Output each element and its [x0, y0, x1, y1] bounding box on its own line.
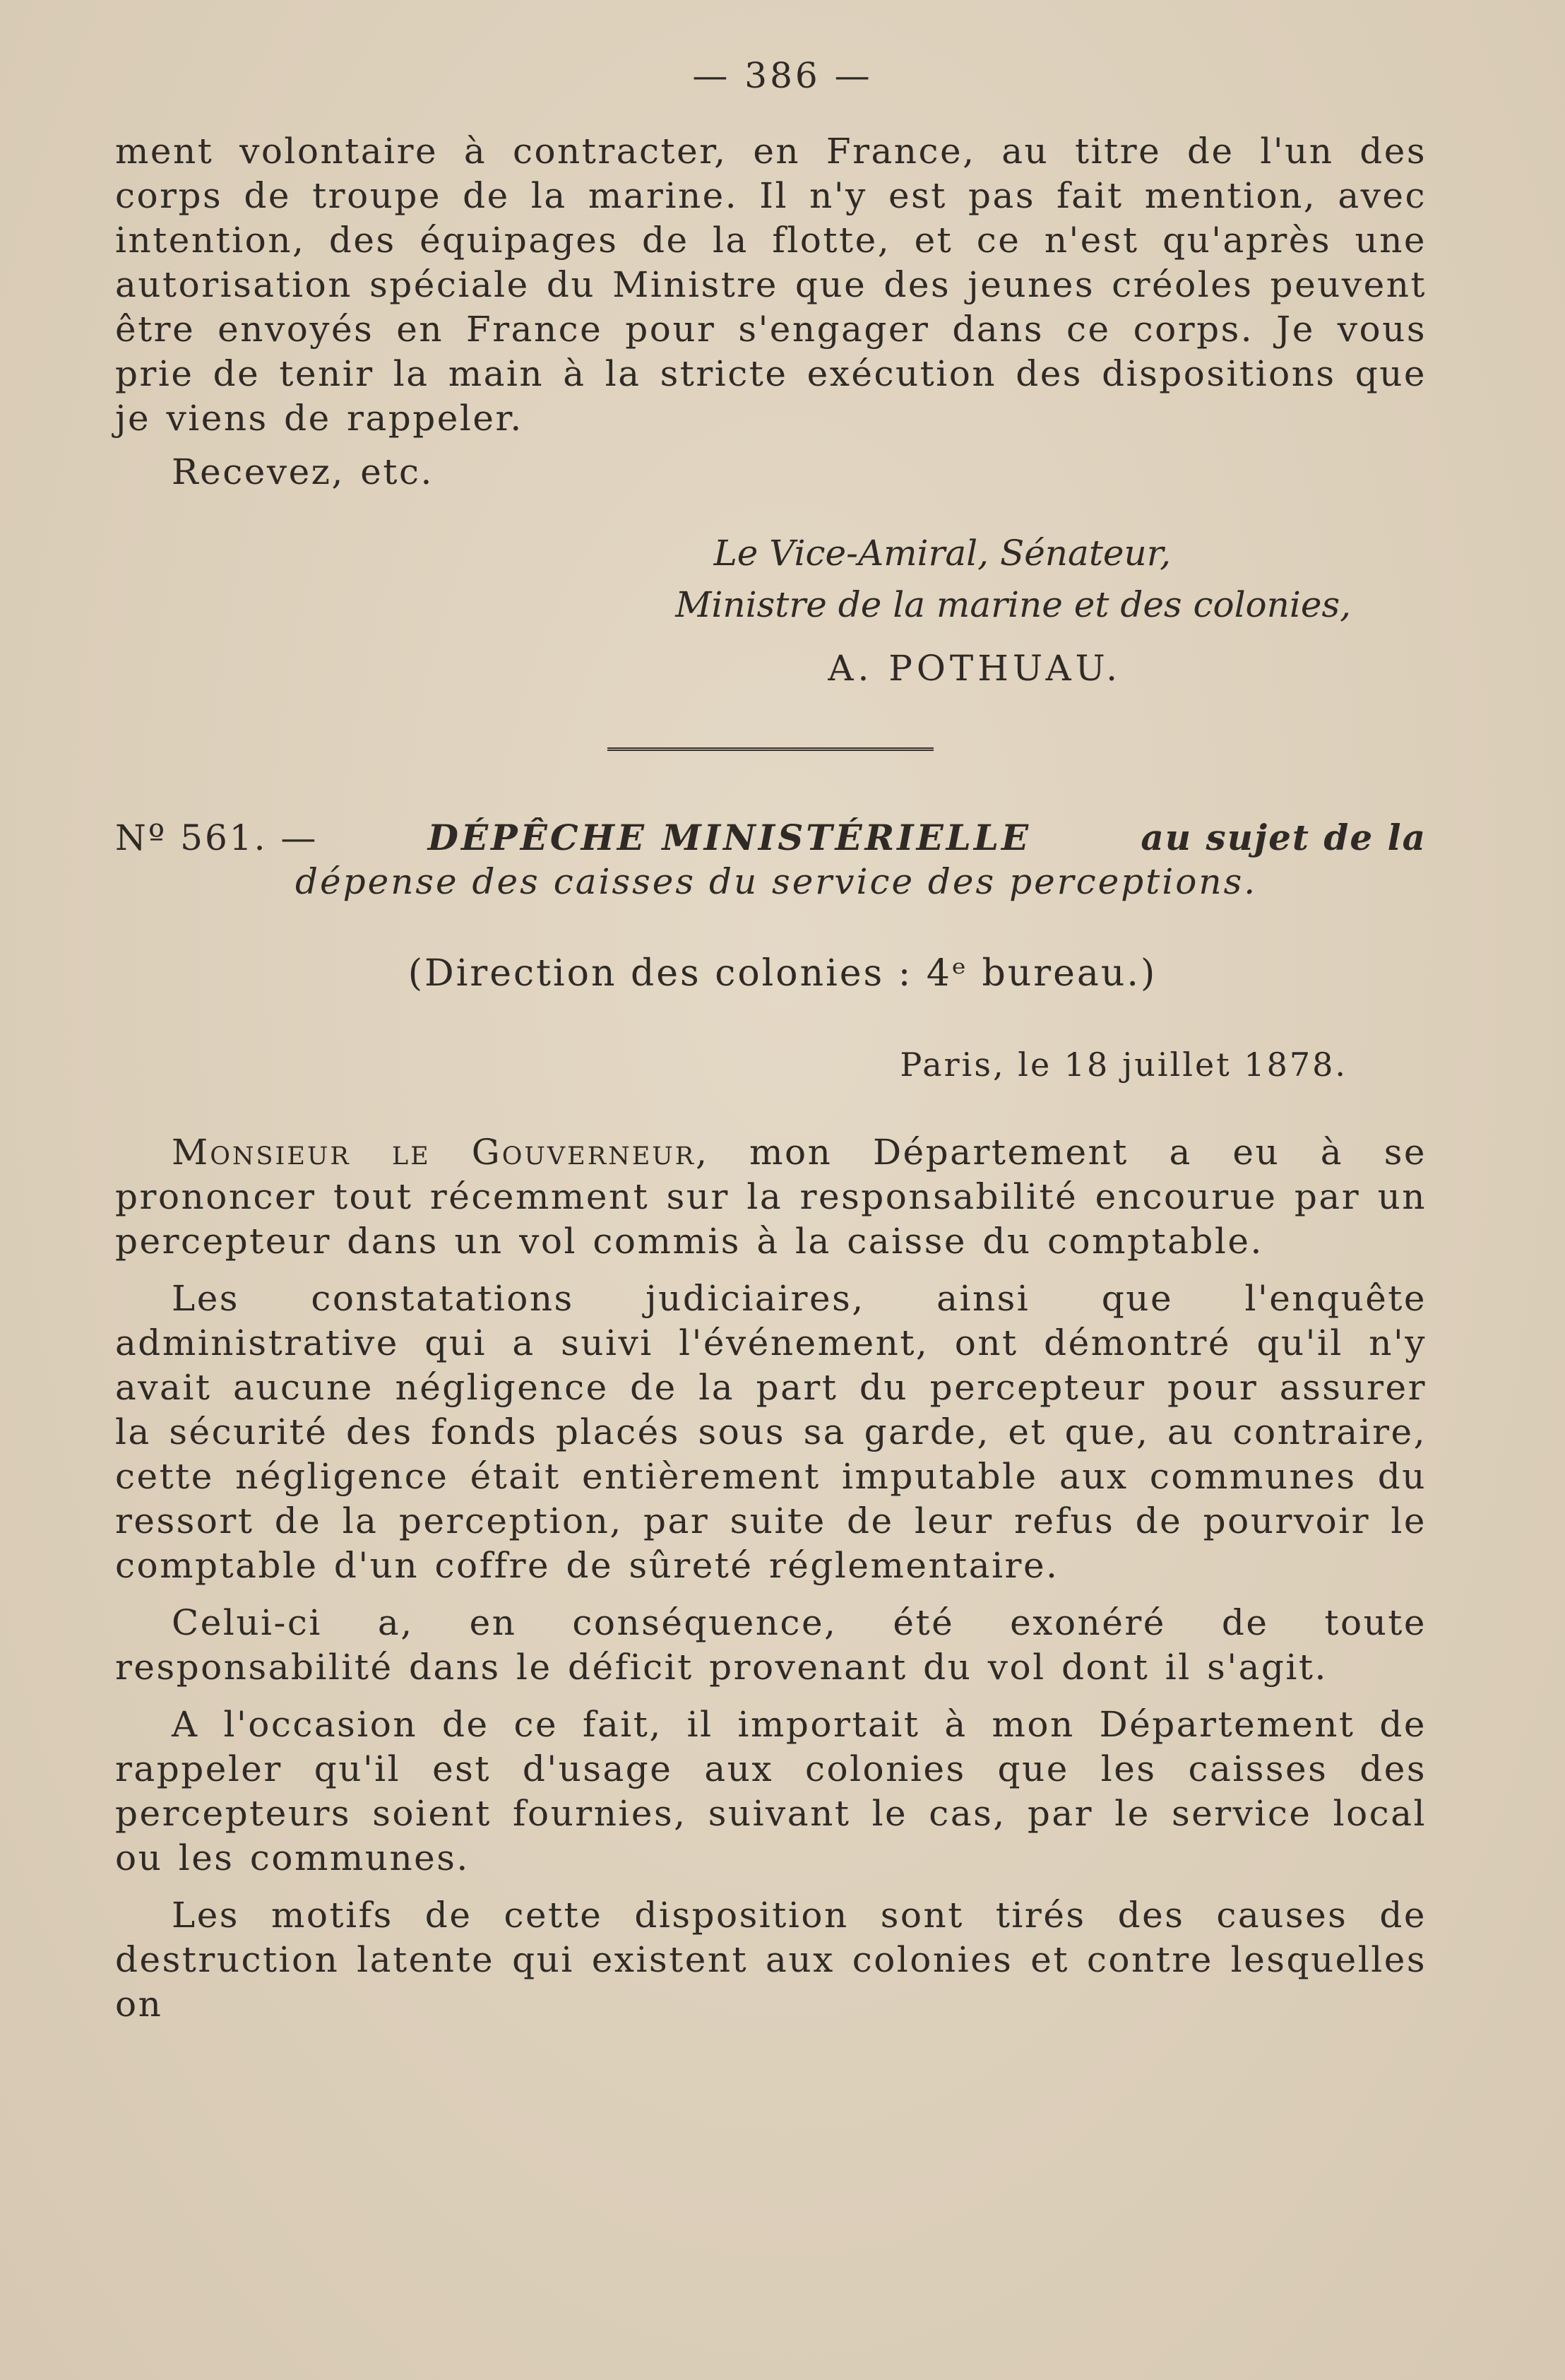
- body-paragraph-3: Celui-ci a, en conséquence, été exonéré de toute responsabilité dans le déficit provenant du vol dont il s'agit.: [115, 1602, 1427, 1688]
- direction-line: (Direction des colonies : 4ᵉ bureau.): [407, 952, 1158, 995]
- salutation: Monsieur le Gouverneur: [172, 1132, 696, 1173]
- section-divider: [607, 747, 934, 751]
- page-number: — 386 —: [692, 55, 873, 96]
- document-title: DÉPÊCHE MINISTÉRIELLE: [427, 817, 1032, 858]
- signature-title: Le Vice-Amiral, Sénateur,: [713, 533, 1171, 574]
- body-paragraph-1: [115, 1130, 1427, 1264]
- document-heading: [115, 816, 1427, 904]
- body-paragraph-1-text: , mon Département a eu à se prononcer tout récemment sur la responsabilité encourue par un percepteur dans un vol commis à la caisse du comptable.: [115, 1132, 1427, 1262]
- closing-formula: Recevez, etc.: [172, 451, 434, 492]
- signature-name: A. POTHUAU.: [828, 648, 1121, 689]
- letter-continuation: [115, 129, 1427, 495]
- document-subject: dépense des caisses du service des perceptions.: [295, 861, 1258, 902]
- body-paragraph-2: Les constatations judiciaires, ainsi que l'enquête administrative qui a suivi l'événement, ont démontré qu'il n'y avait aucune négligence de la part du percepteur pour assurer la sécurité des fonds placés sous sa garde, et que, au contraire, cette négligence était entièrement imputable aux communes du ressort de la perception, par suite de leur refus de pourvoir le comptable d'un coffre de sûreté réglementaire.: [115, 1278, 1427, 1586]
- body-paragraph-5: Les motifs de cette disposition sont tirés des causes de destruction latente qui existent aux colonies et contre lesquelles on: [115, 1895, 1427, 2025]
- top-paragraph: ment volontaire à contracter, en France, au titre de l'un des corps de troupe de la marine. Il n'y est pas fait mention, avec intention, des équipages de la flotte, et ce n'est qu'après une autorisation spéciale du Ministre que des jeunes créoles peuvent être envoyés en France pour s'engager dans ce corps. Je vous prie de tenir la main à la stricte exécution des dispositions que je viens de rappeler.: [115, 131, 1427, 439]
- signature-office: Ministre de la marine et des colonies,: [675, 584, 1351, 625]
- letter-body: [115, 1130, 1427, 2027]
- document-title-tail: au sujet de la: [1141, 817, 1427, 858]
- dateline: Paris, le 18 juillet 1878.: [900, 1046, 1347, 1084]
- body-paragraph-4: A l'occasion de ce fait, il importait à mon Département de rappeler qu'il est d'usage aux colonies que les caisses des percepteurs soient fournies, suivant le cas, par le service local ou les communes.: [115, 1704, 1427, 1878]
- document-number: Nº 561. —: [115, 817, 319, 858]
